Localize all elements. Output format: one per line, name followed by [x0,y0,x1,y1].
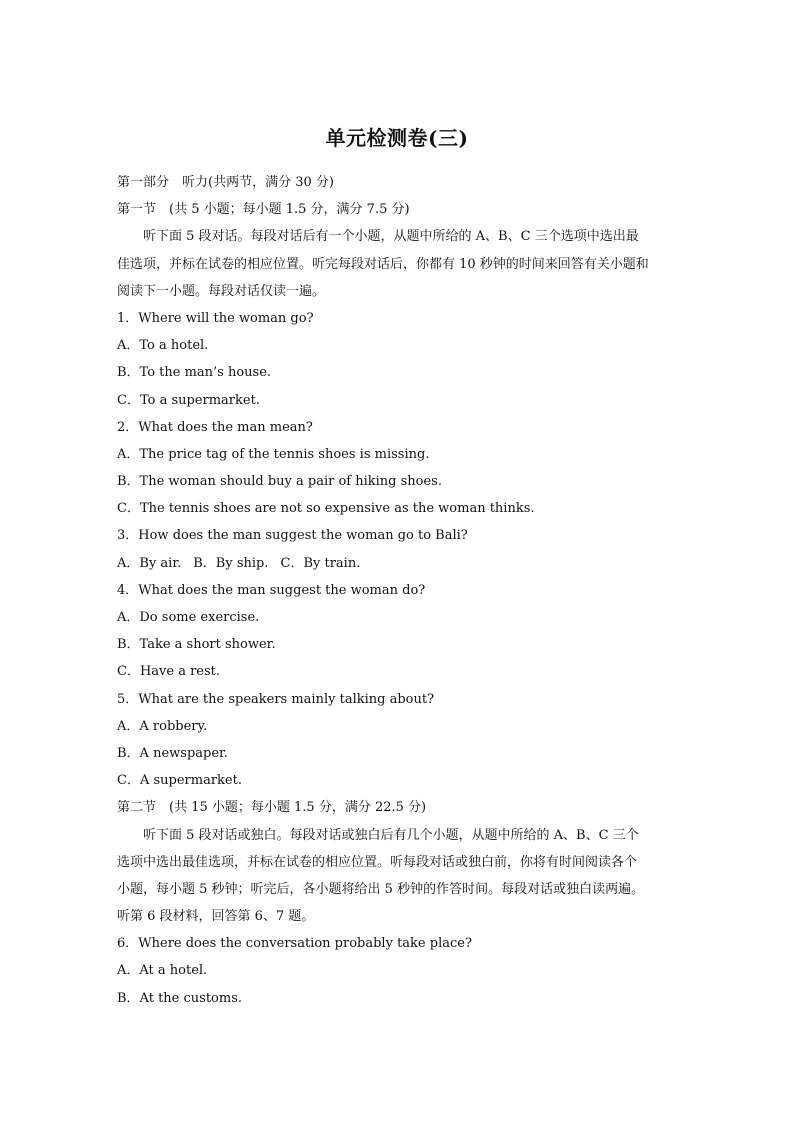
question-5-option-a: A．A robbery. [117,718,208,734]
question-3-option-b: B．By ship. [193,555,269,571]
question-3-options [117,550,682,577]
exam-content [117,169,682,1012]
question-3-option-a: A．By air. [117,555,182,571]
question-2-option-c: C．The tennis shoes are not so expensive as the woman thinks. [117,501,535,517]
section2-material-note: 听第 6 段材料，回答第 6、7 题。 [117,909,315,925]
question-2-stem: 2．What does the man mean? [117,419,313,435]
question-4-stem: 4．What does the man suggest the woman do? [117,582,426,598]
question-1-option-c: C．To a supermarket. [117,392,260,408]
section1-instructions-line1: 听下面 5 段对话。每段对话后有一个小题，从题中所给的 A、B、C 三个选项中选出最 [143,229,639,245]
question-3-option-c: C．By train. [280,555,361,571]
question-5-option-b: B．A newspaper. [117,745,228,761]
section2-heading: 第二节 (共 15 小题；每小题 1.5 分，满分 22.5 分) [117,800,427,816]
section2-instructions-line2: 选项中选出最佳选项，并标在试卷的相应位置。听每段对话或独白前，你将有时间阅读各个 [117,854,638,870]
question-1-option-a: A．To a hotel. [117,338,209,354]
section1-instructions-line2: 佳选项，并标在试卷的相应位置。听完每段对话后，你都有 10 秒钟的时间来回答有关小题和 [117,256,649,272]
question-2-option-b: B．The woman should buy a pair of hiking shoes. [117,474,442,490]
question-5-option-c: C．A supermarket. [117,773,242,789]
section2-instructions-line1: 听下面 5 段对话或独白。每段对话或独白后有几个小题，从题中所给的 A、B、C 三个 [143,827,639,843]
section1-instructions-line3: 阅读下一小题。每段对话仅读一遍。 [117,283,326,299]
question-2-option-a: A．The price tag of the tennis shoes is missing. [117,446,430,462]
question-5-stem: 5．What are the speakers mainly talking about? [117,691,435,707]
section1-heading: 第一节 (共 5 小题；每小题 1.5 分，满分 7.5 分) [117,202,410,218]
section2-instructions-line3: 小题，每小题 5 秒钟；听完后，各小题将给出 5 秒钟的作答时间。每段对话或独白读两遍。 [117,881,645,897]
question-6-option-b: B．At the customs. [117,990,242,1006]
part1-heading: 第一部分 听力(共两节，满分 30 分) [117,175,334,190]
question-3-stem: 3．How does the man suggest the woman go to Bali? [117,528,468,544]
question-4-option-b: B．Take a short shower. [117,637,276,653]
question-6-option-a: A．At a hotel. [117,963,208,979]
page-title: 单元检测卷(三) [325,126,469,150]
question-1-stem: 1．Where will the woman go? [117,310,314,326]
question-4-option-a: A．Do some exercise. [117,610,260,625]
question-1-option-b: B．To the man’s house. [117,365,272,381]
question-4-option-c: C．Have a rest. [117,664,221,680]
question-6-stem: 6．Where does the conversation probably take place? [117,936,472,952]
